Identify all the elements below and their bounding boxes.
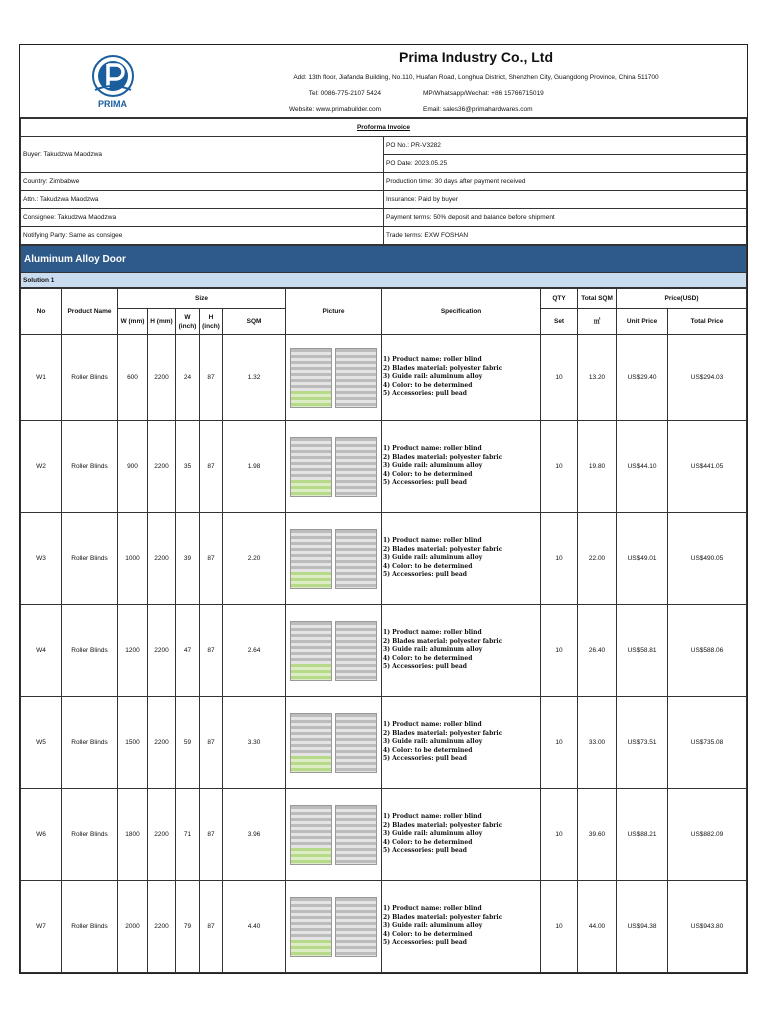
buyer: Buyer: Takudzwa Maodzwa <box>21 137 384 173</box>
table-row <box>21 789 747 881</box>
row-sqm: 2.20 <box>223 513 286 605</box>
po-date: PO Date: 2023.05.25 <box>384 155 747 173</box>
row-qty: 10 <box>541 335 578 421</box>
table-row <box>21 421 747 513</box>
row-spec: 1) Product name: roller blind 2) Blades material: polyester fabric 3) Guide rail: aluminum alloy 4) Color: to be determined 5) Accessories: pull bead <box>382 605 541 697</box>
row-total-sqm: 22.00 <box>578 513 617 605</box>
row-sqm: 1.32 <box>223 335 286 421</box>
logo-cell <box>20 45 205 118</box>
row-w-mm: 600 <box>118 335 148 421</box>
prima-logo-icon <box>91 54 135 98</box>
col-no: No <box>21 289 62 335</box>
proforma-invoice-sheet <box>19 44 748 974</box>
col-picture: Picture <box>286 289 382 335</box>
col-w-inch: W (inch) <box>176 309 200 335</box>
notifying-party: Notifying Party: Same as consigee <box>21 227 384 245</box>
row-qty: 10 <box>541 881 578 973</box>
row-h-inch: 87 <box>200 421 223 513</box>
row-qty: 10 <box>541 605 578 697</box>
row-qty: 10 <box>541 421 578 513</box>
row-h-mm: 2200 <box>148 335 176 421</box>
row-no: W6 <box>21 789 62 881</box>
row-total-price: US$441.05 <box>668 421 747 513</box>
row-w-inch: 35 <box>176 421 200 513</box>
row-w-inch: 71 <box>176 789 200 881</box>
row-h-inch: 87 <box>200 335 223 421</box>
items-table <box>20 288 747 973</box>
row-total-price: US$294.03 <box>668 335 747 421</box>
roller-blind-image <box>286 348 381 408</box>
insurance: Insurance: Paid by buyer <box>384 191 747 209</box>
row-total-price: US$490.05 <box>668 513 747 605</box>
row-product: Roller Blinds <box>62 789 118 881</box>
row-sqm: 3.30 <box>223 697 286 789</box>
row-w-mm: 1000 <box>118 513 148 605</box>
company-address: Add: 13th floor, Jiafanda Building, No.110, Huafan Road, Longhua District, Shenzhen City, Guangdong Province, China 511700 <box>293 74 659 82</box>
row-h-inch: 87 <box>200 789 223 881</box>
header-table <box>20 45 747 118</box>
row-product: Roller Blinds <box>62 335 118 421</box>
row-picture <box>286 697 382 789</box>
row-w-inch: 59 <box>176 697 200 789</box>
row-no: W4 <box>21 605 62 697</box>
col-sqm: SQM <box>223 309 286 335</box>
logo-text: PRIMA <box>98 98 127 109</box>
row-sqm: 2.64 <box>223 605 286 697</box>
row-h-inch: 87 <box>200 697 223 789</box>
col-unit-price: Unit Price <box>617 309 668 335</box>
row-h-mm: 2200 <box>148 513 176 605</box>
row-h-mm: 2200 <box>148 881 176 973</box>
row-spec: 1) Product name: roller blind 2) Blades material: polyester fabric 3) Guide rail: aluminum alloy 4) Color: to be determined 5) Accessories: pull bead <box>382 697 541 789</box>
row-h-inch: 87 <box>200 881 223 973</box>
row-no: W7 <box>21 881 62 973</box>
row-qty: 10 <box>541 513 578 605</box>
row-unit-price: US$29.40 <box>617 335 668 421</box>
row-spec: 1) Product name: roller blind 2) Blades material: polyester fabric 3) Guide rail: aluminum alloy 4) Color: to be determined 5) Accessories: pull bead <box>382 421 541 513</box>
col-qty: QTY <box>541 289 578 309</box>
col-w-mm: W (mm) <box>118 309 148 335</box>
row-w-mm: 1500 <box>118 697 148 789</box>
section-table <box>20 245 747 288</box>
row-w-mm: 1800 <box>118 789 148 881</box>
row-total-sqm: 39.60 <box>578 789 617 881</box>
row-total-sqm: 33.00 <box>578 697 617 789</box>
roller-blind-image <box>286 897 381 957</box>
row-w-inch: 24 <box>176 335 200 421</box>
col-size: Size <box>118 289 286 309</box>
row-spec: 1) Product name: roller blind 2) Blades material: polyester fabric 3) Guide rail: aluminum alloy 4) Color: to be determined 5) Accessories: pull bead <box>382 335 541 421</box>
roller-blind-image <box>286 713 381 773</box>
row-picture <box>286 881 382 973</box>
company-tel: Tel: 0086-775-2107 5424 <box>308 89 381 97</box>
row-product: Roller Blinds <box>62 513 118 605</box>
row-product: Roller Blinds <box>62 881 118 973</box>
company-website: Website: www.primabuilder.com <box>205 101 383 117</box>
row-unit-price: US$58.81 <box>617 605 668 697</box>
col-spec: Specification <box>382 289 541 335</box>
row-picture <box>286 789 382 881</box>
row-w-inch: 47 <box>176 605 200 697</box>
row-h-inch: 87 <box>200 513 223 605</box>
row-picture <box>286 335 382 421</box>
col-h-mm: H (mm) <box>148 309 176 335</box>
row-unit-price: US$44.10 <box>617 421 668 513</box>
roller-blind-image <box>286 437 381 497</box>
col-total-sqm-unit: ㎡ <box>578 309 617 335</box>
row-total-sqm: 13.20 <box>578 335 617 421</box>
row-total-price: US$943.80 <box>668 881 747 973</box>
row-no: W2 <box>21 421 62 513</box>
row-spec: 1) Product name: roller blind 2) Blades material: polyester fabric 3) Guide rail: aluminum alloy 4) Color: to be determined 5) Accessories: pull bead <box>382 881 541 973</box>
row-unit-price: US$49.01 <box>617 513 668 605</box>
invoice-title: Proforma Invoice <box>21 119 747 137</box>
country: Country: Zimbabwe <box>21 173 384 191</box>
row-no: W5 <box>21 697 62 789</box>
roller-blind-image <box>286 529 381 589</box>
company-mp: MP/Whatsapp/Wechat: +86 15766715019 <box>423 89 544 97</box>
row-w-mm: 900 <box>118 421 148 513</box>
row-total-sqm: 26.40 <box>578 605 617 697</box>
row-h-mm: 2200 <box>148 789 176 881</box>
col-h-inch: H (inch) <box>200 309 223 335</box>
table-row <box>21 697 747 789</box>
row-spec: 1) Product name: roller blind 2) Blades material: polyester fabric 3) Guide rail: aluminum alloy 4) Color: to be determined 5) Accessories: pull bead <box>382 789 541 881</box>
row-w-inch: 39 <box>176 513 200 605</box>
row-h-mm: 2200 <box>148 421 176 513</box>
company-email: Email: sales36@primahardwares.com <box>383 101 747 117</box>
row-total-sqm: 44.00 <box>578 881 617 973</box>
col-total-sqm: Total SQM <box>578 289 617 309</box>
invoice-info-table <box>20 118 747 245</box>
row-total-sqm: 19.80 <box>578 421 617 513</box>
row-total-price: US$882.09 <box>668 789 747 881</box>
row-picture <box>286 605 382 697</box>
row-product: Roller Blinds <box>62 421 118 513</box>
row-total-price: US$735.08 <box>668 697 747 789</box>
row-w-inch: 79 <box>176 881 200 973</box>
row-qty: 10 <box>541 789 578 881</box>
row-unit-price: US$73.51 <box>617 697 668 789</box>
table-row <box>21 881 747 973</box>
row-no: W3 <box>21 513 62 605</box>
table-row <box>21 335 747 421</box>
row-unit-price: US$88.21 <box>617 789 668 881</box>
company-name: Prima Industry Co., Ltd <box>398 49 553 66</box>
row-sqm: 4.40 <box>223 881 286 973</box>
production-time: Production time: 30 days after payment received <box>384 173 747 191</box>
row-sqm: 3.96 <box>223 789 286 881</box>
prima-logo <box>22 54 203 109</box>
col-qty-unit: Set <box>541 309 578 335</box>
roller-blind-image <box>286 621 381 681</box>
row-w-mm: 1200 <box>118 605 148 697</box>
payment-terms: Payment terms: 50% deposit and balance before shipment <box>384 209 747 227</box>
row-spec: 1) Product name: roller blind 2) Blades material: polyester fabric 3) Guide rail: aluminum alloy 4) Color: to be determined 5) Accessories: pull bead <box>382 513 541 605</box>
solution-label: Solution 1 <box>21 273 747 288</box>
row-picture <box>286 421 382 513</box>
col-price: Price(USD) <box>617 289 747 309</box>
row-qty: 10 <box>541 697 578 789</box>
row-w-mm: 2000 <box>118 881 148 973</box>
col-total-price: Total Price <box>668 309 747 335</box>
row-h-inch: 87 <box>200 605 223 697</box>
row-total-price: US$588.06 <box>668 605 747 697</box>
row-picture <box>286 513 382 605</box>
po-number: PO No.: PR-V3282 <box>384 137 747 155</box>
row-product: Roller Blinds <box>62 605 118 697</box>
row-product: Roller Blinds <box>62 697 118 789</box>
row-h-mm: 2200 <box>148 697 176 789</box>
roller-blind-image <box>286 805 381 865</box>
row-unit-price: US$94.38 <box>617 881 668 973</box>
col-product: Product Name <box>62 289 118 335</box>
attn: Attn.: Takudzwa Maodzwa <box>21 191 384 209</box>
row-h-mm: 2200 <box>148 605 176 697</box>
table-row <box>21 513 747 605</box>
trade-terms: Trade terms: EXW FOSHAN <box>384 227 747 245</box>
row-sqm: 1.98 <box>223 421 286 513</box>
row-no: W1 <box>21 335 62 421</box>
table-row <box>21 605 747 697</box>
consignee: Consignee: Takudzwa Maodzwa <box>21 209 384 227</box>
section-title: Aluminum Alloy Door <box>21 246 747 273</box>
